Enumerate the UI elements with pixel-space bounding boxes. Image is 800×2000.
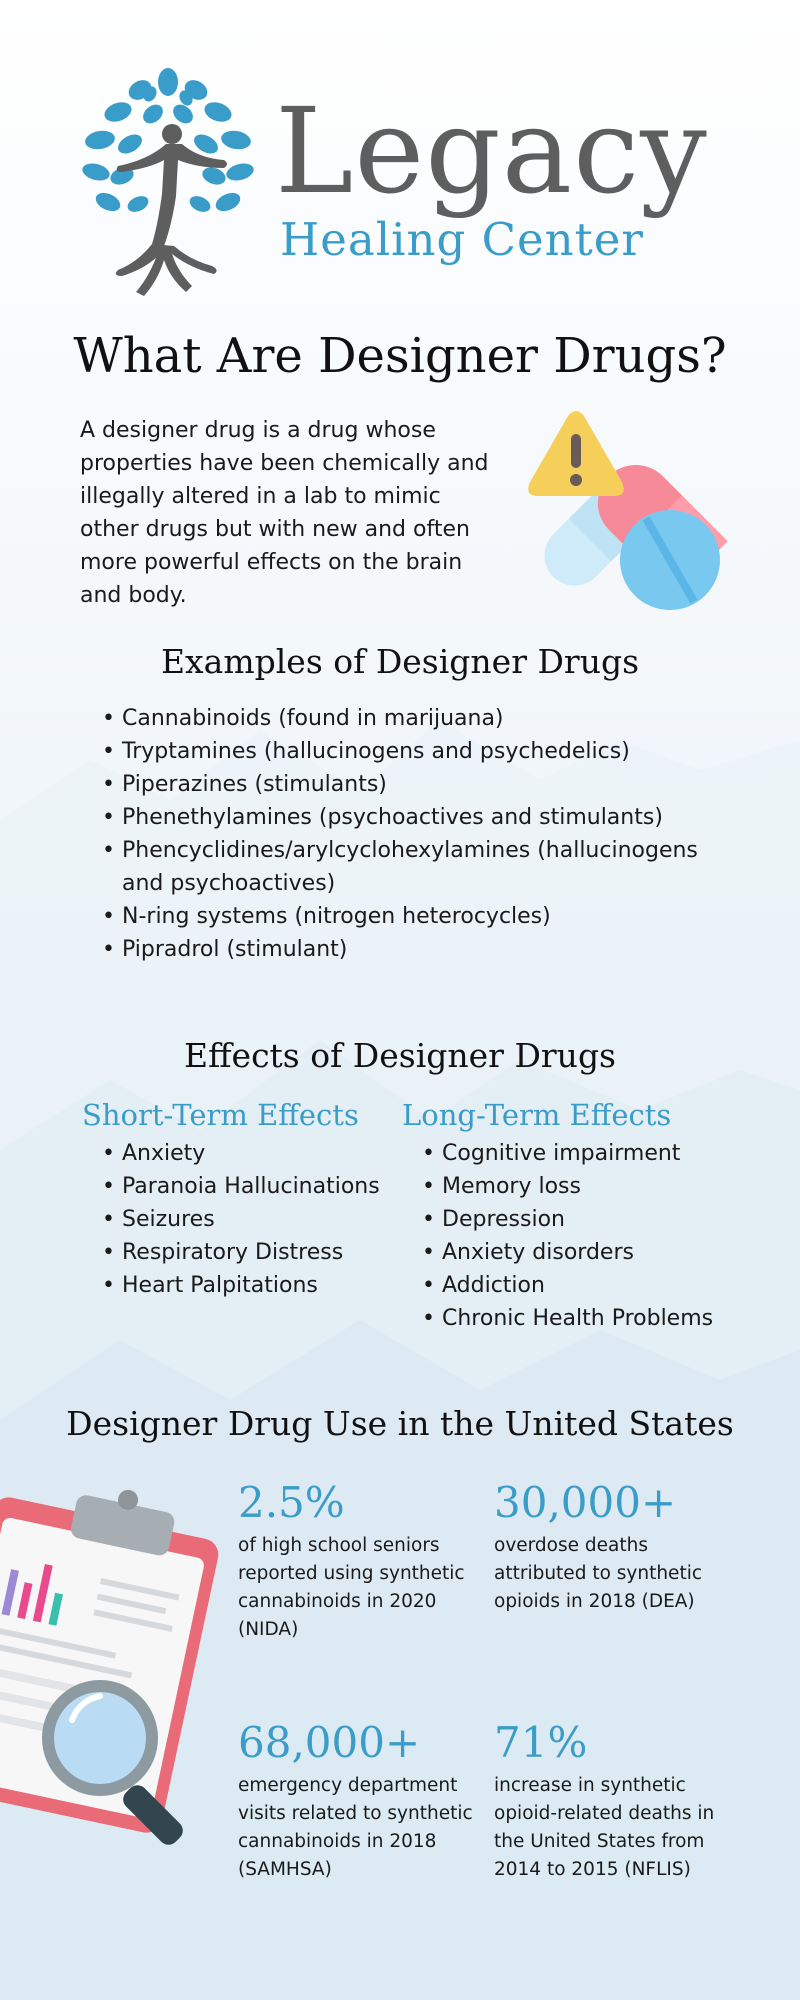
stat-text: overdose deaths attributed to synthetic opioids in 2018 (DEA) — [494, 1535, 703, 1612]
list-item: • Memory loss — [420, 1170, 740, 1203]
list-item: • Depression — [420, 1203, 740, 1236]
short-term-heading: Short-Term Effects — [82, 1098, 359, 1132]
stat-card — [494, 1718, 734, 1884]
usage-heading: Designer Drug Use in the United States — [66, 1404, 734, 1443]
clipboard-chart-magnifier-icon — [0, 1480, 230, 1860]
long-term-heading: Long-Term Effects — [402, 1098, 672, 1132]
list-item: • Seizures — [100, 1203, 380, 1236]
effects-heading: Effects of Designer Drugs — [184, 1036, 616, 1075]
list-item: • Phenethylamines (psychoactives and stimulants) — [100, 801, 740, 834]
examples-heading: Examples of Designer Drugs — [160, 642, 640, 681]
stat-number: 68,000+ — [238, 1718, 421, 1767]
list-item: • Heart Palpitations — [100, 1269, 380, 1302]
stat-text: of high school seniors reported using synthetic cannabinoids in 2020 (NIDA) — [238, 1535, 465, 1640]
stat-card — [494, 1478, 734, 1616]
stat-number: 2.5% — [238, 1478, 345, 1527]
list-item: • Tryptamines (hallucinogens and psychedelics) — [100, 735, 740, 768]
list-item: • Addiction — [420, 1269, 740, 1302]
list-item: • Phencyclidines/arylcyclohexylamines (hallucinogens and psychoactives) — [100, 834, 740, 900]
tree-person-icon — [78, 64, 258, 304]
intro-paragraph: A designer drug is a drug whose properties have been chemically and illegally altered in a lab to mimic other drugs but with new and often more powerful effects on the brain and body. — [80, 418, 489, 608]
stat-number: 71% — [494, 1718, 588, 1767]
warning-pills-icon — [520, 410, 730, 620]
list-item: • Cannabinoids (found in marijuana) — [100, 702, 740, 735]
stat-card — [238, 1718, 478, 1884]
examples-list — [100, 702, 740, 966]
long-term-list — [420, 1137, 740, 1335]
list-item: • Cognitive impairment — [420, 1137, 740, 1170]
stat-card — [238, 1478, 478, 1644]
list-item: • N-ring systems (nitrogen heterocycles) — [100, 900, 740, 933]
short-term-list — [100, 1137, 380, 1302]
stat-text: increase in synthetic opioid-related deaths in the United States from 2014 to 2015 (NFLIS) — [494, 1775, 715, 1880]
logo-wordmark: Legacy — [275, 82, 708, 220]
list-item: • Piperazines (stimulants) — [100, 768, 740, 801]
stat-number: 30,000+ — [494, 1478, 677, 1527]
stat-text: emergency department visits related to synthetic cannabinoids in 2018 (SAMHSA) — [238, 1775, 473, 1880]
logo-subtitle: Healing Center — [280, 213, 644, 266]
page-title: What Are Designer Drugs? — [73, 328, 727, 384]
list-item: • Paranoia Hallucinations — [100, 1170, 380, 1203]
list-item: • Chronic Health Problems — [420, 1302, 740, 1335]
list-item: • Anxiety disorders — [420, 1236, 740, 1269]
list-item: • Anxiety — [100, 1137, 380, 1170]
list-item: • Respiratory Distress — [100, 1236, 380, 1269]
list-item: • Pipradrol (stimulant) — [100, 933, 740, 966]
